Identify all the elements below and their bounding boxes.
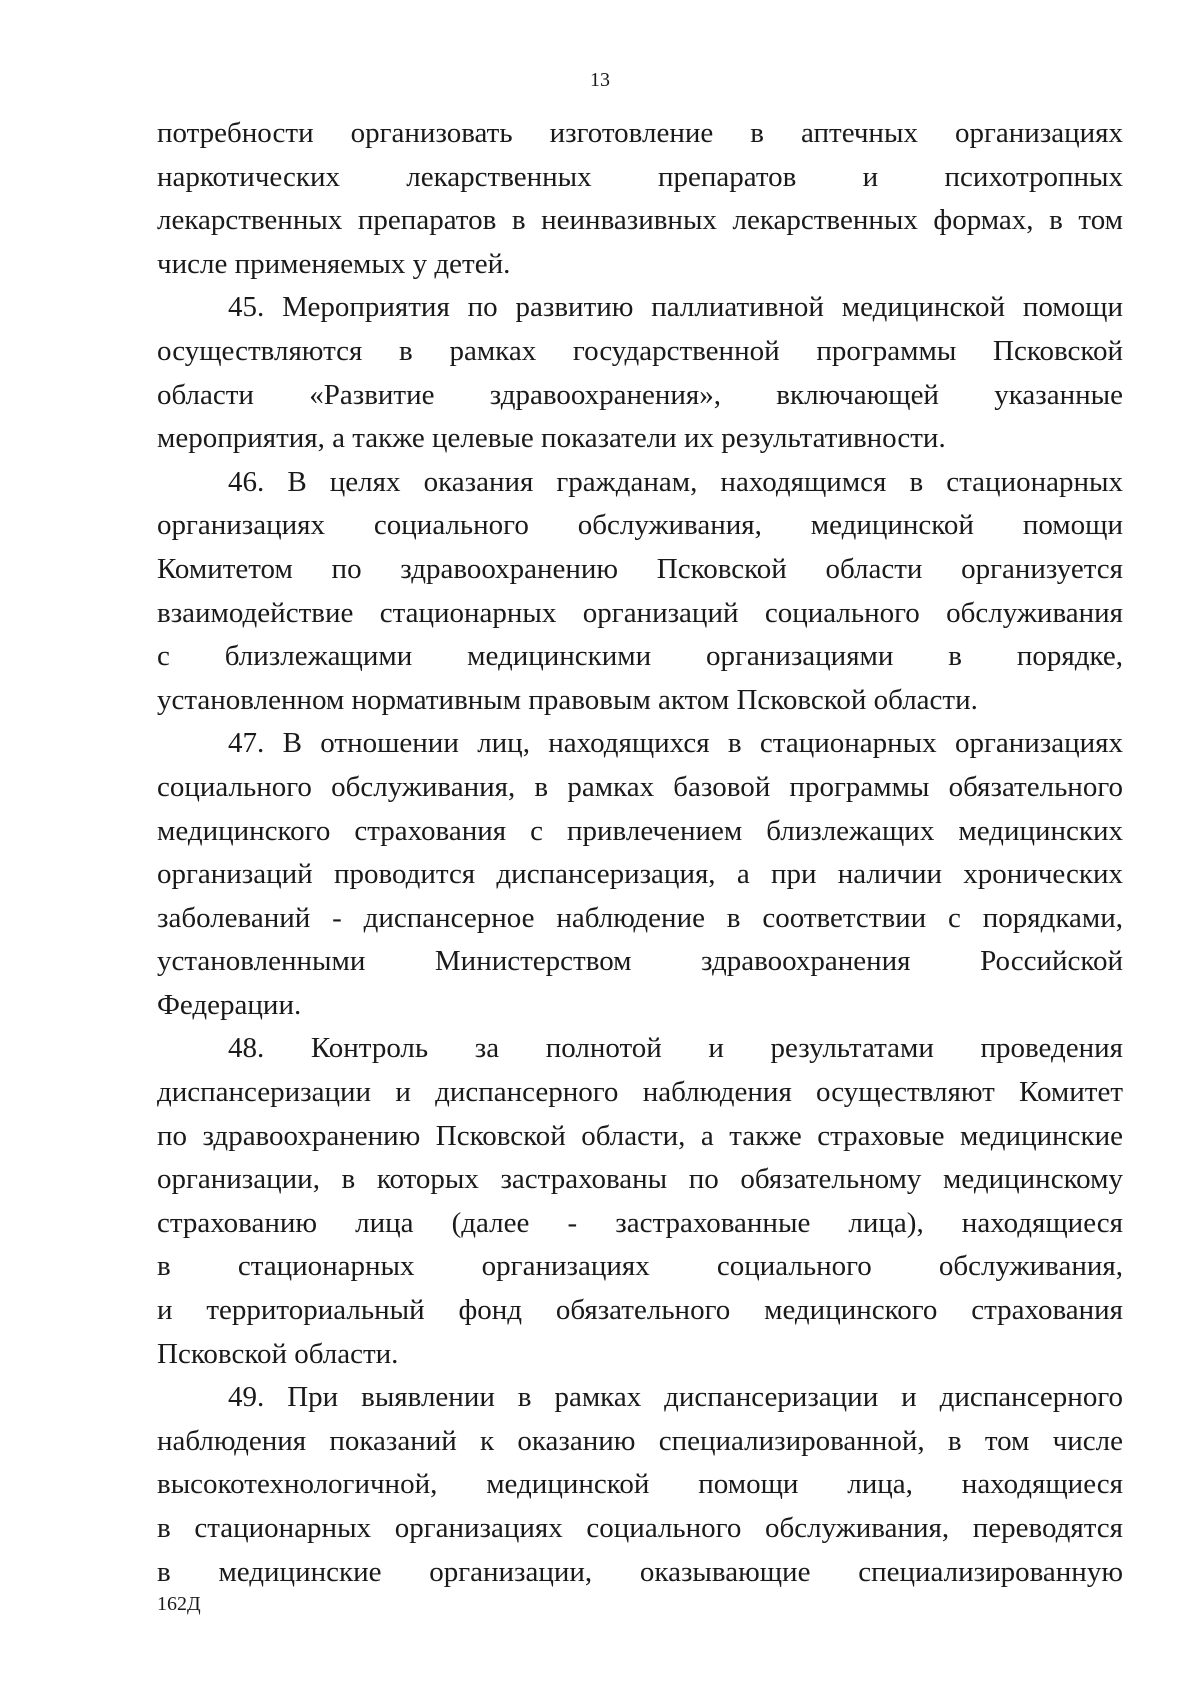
text-line: Комитетом по здравоохранению Псковской области организуется (157, 552, 1123, 585)
text-line: лекарственных препаратов в неинвазивных лекарственных формах, в том (157, 204, 1123, 237)
text-line: взаимодействие стационарных организаций социального обслуживания (157, 596, 1123, 629)
text-line: и территориальный фонд обязательного медицинского страхования (157, 1294, 1123, 1327)
paragraph-first-line: 45. Мероприятия по развитию паллиативной медицинской помощи (228, 291, 1123, 324)
text-line: осуществляются в рамках государственной программы Псковской (157, 334, 1123, 367)
page-number: 13 (590, 69, 610, 91)
document-code: 162Д (157, 1593, 201, 1615)
paragraph-first-line: 48. Контроль за полнотой и результатами проведения (228, 1032, 1123, 1065)
text-line: мероприятия, а также целевые показатели их результативности. (157, 422, 946, 455)
text-line: диспансеризации и диспансерного наблюдения осуществляют Комитет (157, 1076, 1123, 1109)
text-line: числе применяемых у детей. (157, 247, 511, 280)
text-line: в стационарных организациях социального обслуживания, переводятся (157, 1512, 1123, 1544)
paragraph-first-line: 46. В целях оказания гражданам, находящимся в стационарных (228, 465, 1123, 498)
text-line: установленными Министерством здравоохранения Российской (157, 945, 1123, 978)
text-line: области «Развитие здравоохранения», включающей указанные (157, 378, 1123, 411)
text-line: установленном нормативным правовым актом Псковской области. (157, 683, 978, 716)
document-body (157, 112, 1123, 1594)
text-line: организаций проводится диспансеризация, а при наличии хронических (157, 858, 1123, 891)
text-line: организации, в которых застрахованы по обязательному медицинскому (157, 1163, 1123, 1196)
text-line: страхованию лица (далее - застрахованные лица), находящиеся (157, 1206, 1123, 1239)
text-line: с близлежащими медицинскими организациями в порядке, (157, 640, 1123, 673)
text-line: высокотехнологичной, медицинской помощи лица, находящиеся (157, 1468, 1123, 1501)
text-line: в медицинские организации, оказывающие специализированную (157, 1555, 1123, 1588)
text-line: социального обслуживания, в рамках базовой программы обязательного (157, 770, 1123, 803)
text-line: Федерации. (157, 988, 302, 1021)
text-line: наркотических лекарственных препаратов и психотропных (157, 160, 1123, 193)
text-line: в стационарных организациях социального обслуживания, (157, 1250, 1123, 1283)
paragraph-first-line: 49. При выявлении в рамках диспансеризации и диспансерного (228, 1381, 1123, 1414)
text-line: по здравоохранению Псковской области, а также страховые медицинские (157, 1119, 1123, 1152)
text-line: организациях социального обслуживания, медицинской помощи (157, 509, 1123, 542)
text-line: потребности организовать изготовление в аптечных организациях (157, 117, 1123, 149)
text-line: Псковской области. (157, 1337, 399, 1370)
text-line: медицинского страхования с привлечением близлежащих медицинских (157, 814, 1123, 847)
text-line: наблюдения показаний к оказанию специализированной, в том числе (157, 1424, 1123, 1457)
paragraph-first-line: 47. В отношении лиц, находящихся в стационарных организациях (228, 727, 1123, 760)
text-line: заболеваний - диспансерное наблюдение в соответствии с порядками, (157, 901, 1123, 934)
